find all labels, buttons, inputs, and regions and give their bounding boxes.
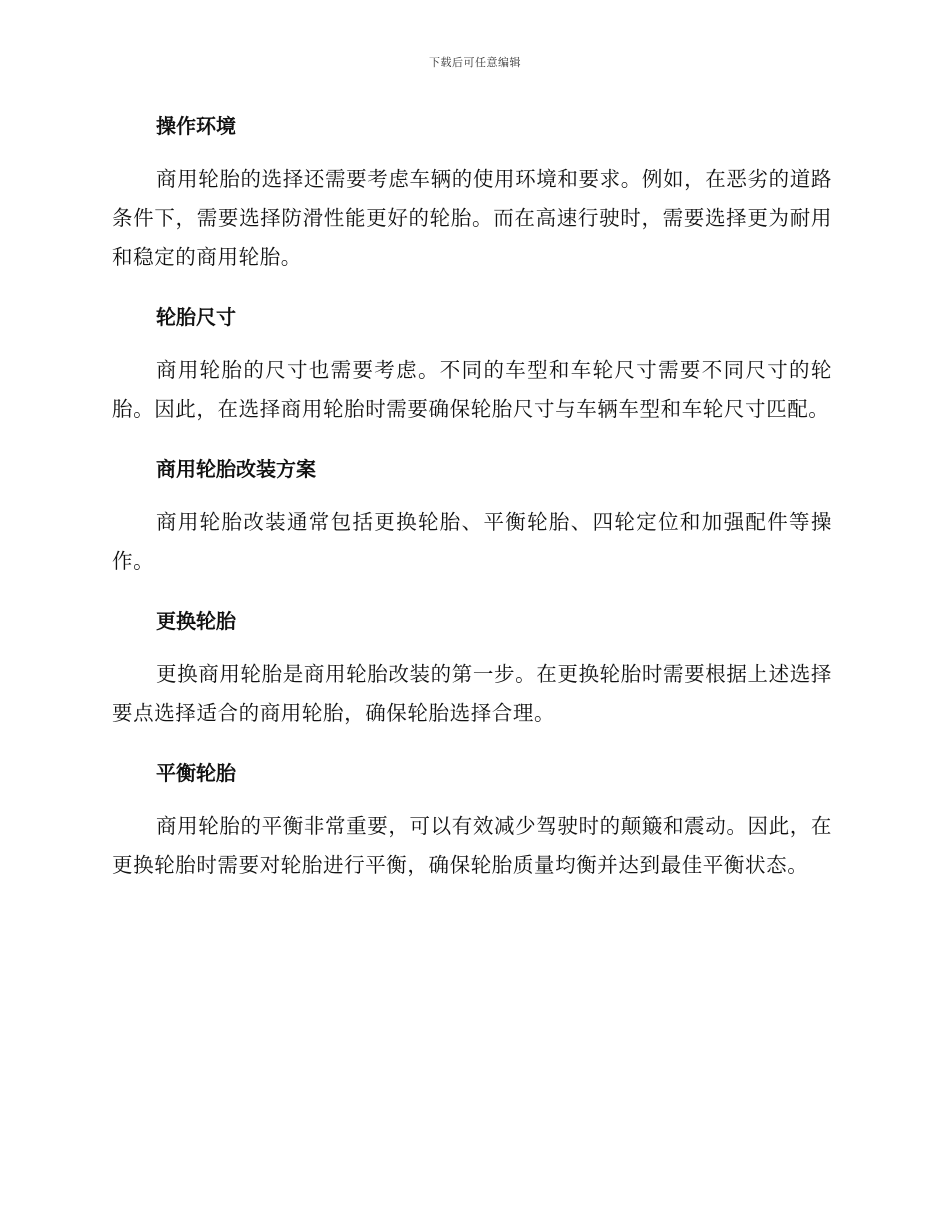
section-paragraph: 商用轮胎的选择还需要考虑车辆的使用环境和要求。例如，在恶劣的道路条件下，需要选择防滑性能更好的轮胎。而在高速行驶时，需要选择更为耐用和稳定的商用轮胎。 [112,167,832,269]
section-heading: 平衡轮胎 [156,761,236,785]
section-paragraph: 商用轮胎的平衡非常重要，可以有效减少驾驶时的颠簸和震动。因此，在更换轮胎时需要对轮胎进行平衡，确保轮胎质量均衡并达到最佳平衡状态。 [112,814,832,877]
section-heading: 操作环境 [156,114,236,138]
page-header-note: 下载后可任意编辑 [429,56,521,69]
section-operating-environment [112,110,832,277]
section-heading: 商用轮胎改装方案 [156,457,316,481]
section-paragraph: 商用轮胎的尺寸也需要考虑。不同的车型和车轮尺寸需要不同尺寸的轮胎。因此，在选择商用轮胎时需要确保轮胎尺寸与车辆车型和车轮尺寸匹配。 [112,358,832,421]
section-replace-tires [112,605,832,733]
section-paragraph: 商用轮胎改装通常包括更换轮胎、平衡轮胎、四轮定位和加强配件等操作。 [112,510,832,573]
section-tire-size [112,301,832,429]
document-content [112,110,832,909]
section-paragraph: 更换商用轮胎是商用轮胎改装的第一步。在更换轮胎时需要根据上述选择要点选择适合的商用轮胎，确保轮胎选择合理。 [112,662,832,725]
section-balance-tires [112,757,832,885]
section-heading: 更换轮胎 [156,609,236,633]
section-modification-plan [112,453,832,581]
section-heading: 轮胎尺寸 [156,305,236,329]
